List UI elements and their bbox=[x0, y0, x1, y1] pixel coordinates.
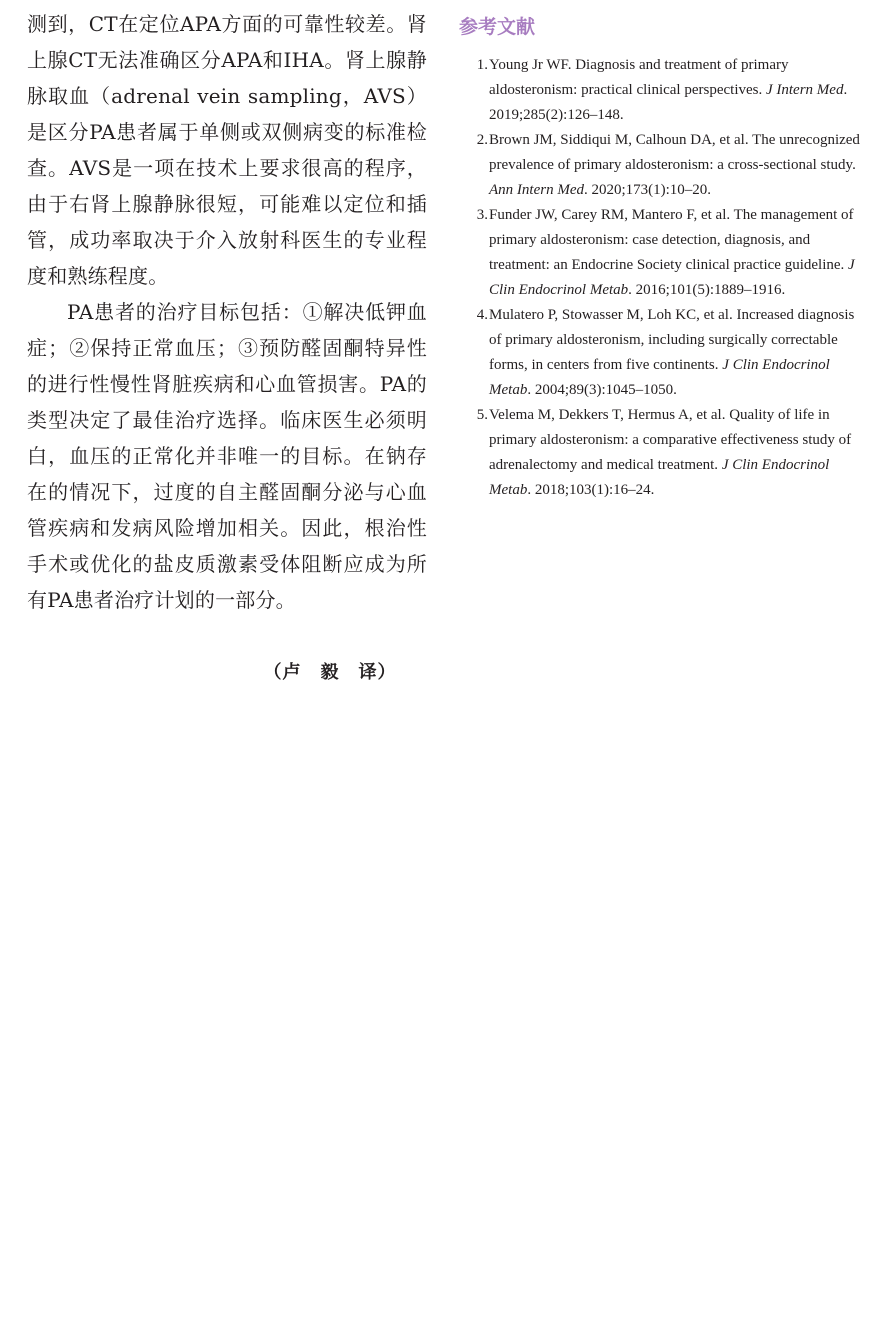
reference-text bbox=[489, 303, 861, 403]
reference-citation: . 2018;103(1):16–24. bbox=[527, 482, 655, 498]
reference-item bbox=[459, 203, 861, 303]
reference-journal: J Clin Endocrinol Metab bbox=[489, 257, 855, 298]
reference-authors-title: Young Jr WF. Diagnosis and treatment of primary aldosteronism: practical clinical perspectives. bbox=[489, 57, 789, 98]
references-list bbox=[459, 53, 861, 503]
reference-authors-title: Brown JM, Siddiqui M, Calhoun DA, et al. The unrecognized prevalence of primary aldosteronism: a cross-sectional study. bbox=[489, 132, 860, 173]
reference-number: 4. bbox=[476, 307, 488, 323]
translator-credit: （卢 毅 译） bbox=[263, 662, 397, 683]
reference-citation: . 2020;173(1):10–20. bbox=[583, 182, 712, 198]
reference-citation: . 2004;89(3):1045–1050. bbox=[527, 382, 677, 398]
reference-number: 1. bbox=[476, 57, 488, 73]
body-text-column bbox=[27, 6, 427, 618]
reference-item bbox=[459, 53, 861, 128]
reference-citation: . 2019;285(2):126–148. bbox=[489, 82, 848, 123]
reference-item bbox=[459, 403, 861, 503]
references-heading: 参考文献 bbox=[459, 16, 536, 38]
reference-authors-title: Mulatero P, Stowasser M, Loh KC, et al. Increased diagnosis of primary aldosteronism, including surgically correctable forms, in centers from five continents. bbox=[489, 307, 855, 373]
reference-journal: J Intern Med bbox=[765, 82, 844, 98]
reference-citation: . 2016;101(5):1889–1916. bbox=[628, 282, 786, 298]
body-paragraph: 测到，CT在定位APA方面的可靠性较差。肾上腺CT无法准确区分APA和IHA。肾上腺静脉取血（adrenal vein sampling，AVS）是区分PA患者属于单侧或双侧病变的标准检查。AVS是一项在技术上要求很高的程序，由于右肾上腺静脉很短，可能难以定位和插管，成功率取决于介入放射科医生的专业程度和熟练程度。 bbox=[27, 12, 427, 288]
reference-number: 3. bbox=[476, 207, 488, 223]
reference-journal: Ann Intern Med bbox=[489, 182, 584, 198]
reference-text bbox=[489, 203, 861, 303]
references-section bbox=[459, 14, 861, 503]
reference-text bbox=[489, 403, 861, 503]
reference-journal: J Clin Endocrinol Metab bbox=[489, 357, 830, 398]
reference-item bbox=[459, 128, 861, 203]
reference-text bbox=[489, 53, 861, 128]
body-paragraph: PA患者的治疗目标包括：①解决低钾血症；②保持正常血压；③预防醛固酮特异性的进行性慢性肾脏疾病和心血管损害。PA的类型决定了最佳治疗选择。临床医生必须明白，血压的正常化并非唯一的目标。在钠存在的情况下，过度的自主醛固酮分泌与心血管疾病和发病风险增加相关。因此，根治性手术或优化的盐皮质激素受体阻断应成为所有PA患者治疗计划的一部分。 bbox=[27, 300, 427, 612]
reference-authors-title: Velema M, Dekkers T, Hermus A, et al. Quality of life in primary aldosteronism: a comparative effectiveness study of adrenalectomy and medical treatment. bbox=[489, 407, 852, 473]
reference-authors-title: Funder JW, Carey RM, Mantero F, et al. The management of primary aldosteronism: case detection, diagnosis, and treatment: an Endocrine Society clinical practice guideline. bbox=[489, 207, 854, 273]
reference-number: 2. bbox=[476, 132, 488, 148]
reference-journal: J Clin Endocrinol Metab bbox=[489, 457, 830, 498]
reference-number: 5. bbox=[476, 407, 488, 423]
reference-text bbox=[489, 128, 861, 203]
reference-item bbox=[459, 303, 861, 403]
